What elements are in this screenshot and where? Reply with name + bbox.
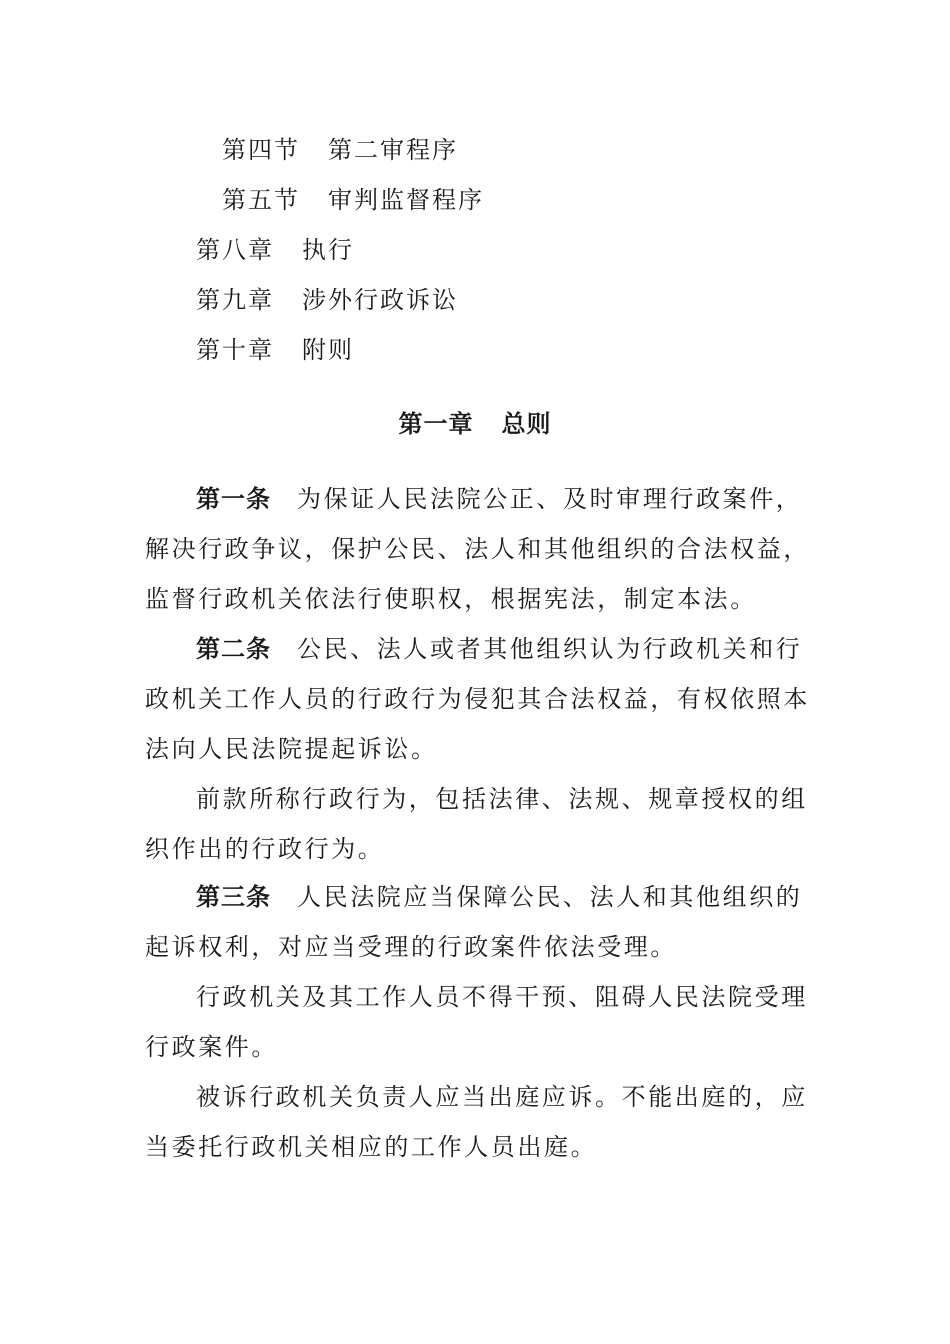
toc-chapter-8 [196, 234, 354, 266]
chapter-title-text: 总则 [501, 410, 552, 438]
article-2-number: 第二条 [196, 635, 271, 663]
article-3-number: 第三条 [196, 883, 271, 911]
article-2-line-2: 政机关工作人员的行政行为侵犯其合法权益，有权依照本 [145, 685, 810, 713]
toc-title: 审判监督程序 [328, 186, 484, 214]
article-2-line-1 [196, 633, 803, 665]
article-3-line-2: 起诉权利，对应当受理的行政案件依法受理。 [145, 933, 677, 961]
toc-title: 第二审程序 [328, 136, 458, 164]
toc-section-4 [222, 134, 458, 166]
chapter-label: 第一章 [398, 410, 474, 438]
article-1-text: 为保证人民法院公正、及时审理行政案件， [297, 485, 803, 513]
toc-label: 第十章 [196, 336, 274, 364]
toc-label: 第五节 [222, 186, 300, 214]
article-3-text: 人民法院应当保障公民、法人和其他组织的 [297, 883, 803, 911]
article-2-para-2-line-2: 织作出的行政行为。 [145, 835, 385, 863]
chapter-heading [0, 407, 950, 441]
article-3-para-2-line-2: 行政案件。 [145, 1033, 278, 1061]
article-1-number: 第一条 [196, 485, 271, 513]
toc-label: 第八章 [196, 236, 274, 264]
toc-title: 涉外行政诉讼 [302, 286, 458, 314]
article-1-line-3: 监督行政机关依法行使职权，根据宪法，制定本法。 [145, 585, 757, 613]
toc-chapter-9 [196, 284, 458, 316]
toc-section-5 [222, 184, 484, 216]
article-2-text: 公民、法人或者其他组织认为行政机关和行 [297, 635, 803, 663]
article-2-line-3: 法向人民法院提起诉讼。 [145, 735, 438, 763]
toc-title: 附则 [302, 336, 354, 364]
article-1-line-1 [196, 483, 803, 515]
toc-label: 第九章 [196, 286, 274, 314]
article-3-para-2-line-1: 行政机关及其工作人员不得干预、阻碍人民法院受理 [196, 983, 808, 1011]
toc-label: 第四节 [222, 136, 300, 164]
toc-chapter-10 [196, 334, 354, 366]
article-3-para-3-line-1: 被诉行政机关负责人应当出庭应诉。不能出庭的，应 [196, 1083, 808, 1111]
article-1-line-2: 解决行政争议，保护公民、法人和其他组织的合法权益， [145, 535, 810, 563]
toc-title: 执行 [302, 236, 354, 264]
article-3-para-3-line-2: 当委托行政机关相应的工作人员出庭。 [145, 1133, 598, 1161]
article-2-para-2-line-1: 前款所称行政行为，包括法律、法规、规章授权的组 [196, 785, 808, 813]
article-3-line-1 [196, 881, 803, 913]
